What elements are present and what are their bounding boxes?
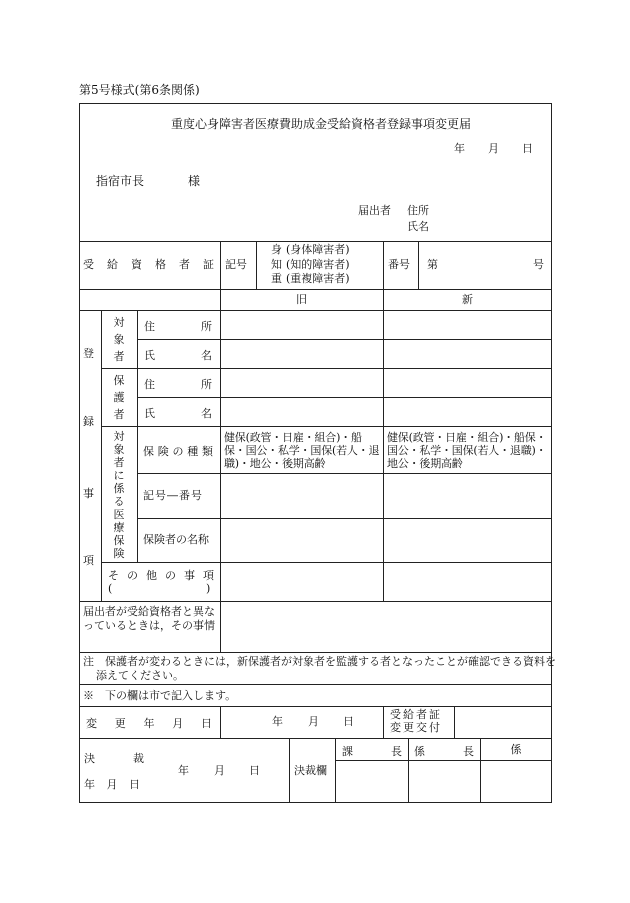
date-year-field[interactable]: 年	[454, 142, 465, 155]
subject-name-new-field[interactable]	[384, 340, 551, 367]
section-label-char: 登	[83, 347, 94, 360]
insurance-type-new-value[interactable]: 健保(政管・日雇・組合)・船保・国公・私学・国保(若人・退職)・地公・後期高齢	[387, 431, 547, 470]
cert-go-label: 号	[533, 258, 544, 271]
notifier-address-field[interactable]: 住所	[407, 204, 429, 217]
guardian-name-new-field[interactable]	[384, 398, 551, 425]
role-section-chief: 課 長	[342, 745, 402, 758]
insurer-name-new-field[interactable]	[384, 519, 551, 561]
cert-category-desc: (重複障害者)	[286, 272, 350, 285]
date-month-field[interactable]: 月	[488, 142, 499, 155]
change-date-day[interactable]: 日	[343, 715, 354, 728]
change-date-month[interactable]: 月	[308, 715, 319, 728]
subject-name-label: 氏 名	[144, 349, 212, 362]
column-new-header: 新	[462, 293, 473, 306]
cert-kigo-label: 記号	[225, 258, 247, 271]
insurance-number-new-field[interactable]	[384, 474, 551, 517]
section-label-char: 項	[83, 554, 94, 567]
guardian-name-old-field[interactable]	[221, 398, 382, 425]
column-old-header: 旧	[296, 293, 307, 306]
addressee-honorific: 様	[188, 174, 201, 188]
decision-day[interactable]: 日	[249, 764, 260, 777]
guardian-address-label: 住 所	[144, 378, 212, 391]
guardian-address-new-field[interactable]	[384, 369, 551, 396]
section-chief-stamp-field[interactable]	[336, 761, 407, 802]
decision-month[interactable]: 月	[214, 764, 225, 777]
other-paren-close: )	[206, 582, 211, 595]
cert-dai-label: 第	[427, 258, 438, 271]
reason-field[interactable]	[221, 602, 551, 651]
other-new-field[interactable]	[384, 563, 551, 600]
insurance-type-old-value[interactable]: 健保(政管・日雇・組合)・船保・国公・私学・国保(若人・退職)・地公・後期高齢	[224, 431, 380, 470]
subject-address-new-field[interactable]	[384, 311, 551, 338]
role-staff: 係	[510, 743, 522, 756]
reason-label: 届出者が受給資格者と異なっているときは，その事情	[83, 605, 215, 632]
cert-reissue-label: 受給者証	[390, 708, 442, 721]
subject-group-label: 対象者	[113, 316, 125, 363]
cert-category-desc: (身体障害者)	[286, 243, 350, 256]
cert-category-mark: 知	[271, 258, 282, 271]
insurance-number-label: 記号―番号	[143, 489, 203, 502]
other-items-label: そ の 他 の 事 項	[108, 569, 214, 582]
cert-reissue-field[interactable]	[455, 707, 551, 737]
subject-address-old-field[interactable]	[221, 311, 382, 338]
subsection-chief-stamp-field[interactable]	[409, 761, 479, 802]
guardian-address-old-field[interactable]	[221, 369, 382, 396]
role-subsection-chief: 係 長	[414, 745, 474, 758]
cert-category-mark: 身	[271, 243, 282, 256]
notifier-label: 届出者	[358, 204, 391, 217]
guardian-name-label: 氏 名	[144, 407, 212, 420]
other-old-field[interactable]	[221, 563, 382, 600]
insurer-name-label: 保険者の名称	[143, 533, 209, 546]
cert-category-mark: 重	[271, 272, 282, 285]
form-title: 重度心身障害者医療費助成金受給資格者登録事項変更届	[171, 117, 472, 131]
mayor-addressee: 指宿市長	[96, 174, 145, 188]
insurance-type-label: 保 険 の 種 類	[143, 445, 213, 458]
decision-date-label: 年 月 日	[84, 778, 140, 791]
other-paren-open: (	[108, 582, 113, 595]
change-date-year[interactable]: 年	[272, 715, 283, 728]
cert-row-label: 受 給 資 格 者 証	[83, 258, 214, 271]
decision-label: 決 裁	[84, 752, 144, 765]
cert-category-desc: (知的障害者)	[286, 258, 350, 271]
section-label-char: 録	[83, 415, 94, 428]
insurance-group-label: 対象者に係る医療保険	[113, 430, 125, 560]
guardian-group-label: 保護者	[113, 374, 125, 421]
form-number: 第5号様式(第6条関係)	[79, 83, 200, 97]
decision-year[interactable]: 年	[178, 764, 189, 777]
decision-column-label: 決裁欄	[294, 764, 327, 777]
date-day-field[interactable]: 日	[522, 142, 533, 155]
insurer-name-old-field[interactable]	[221, 519, 382, 561]
cert-bango-label: 番号	[388, 258, 410, 271]
insurance-number-old-field[interactable]	[221, 474, 382, 517]
change-date-label: 変 更 年 月 日	[86, 717, 212, 730]
subject-address-label: 住 所	[144, 320, 212, 333]
notifier-name-field[interactable]: 氏名	[407, 220, 429, 233]
attachment-note: 注 保護者が変わるときには，新保護者が対象者を監護する者となったことが確認できる資料を添えてください。	[83, 655, 556, 682]
section-label-char: 事	[83, 487, 94, 500]
subject-name-old-field[interactable]	[221, 340, 382, 367]
staff-stamp-field[interactable]	[481, 761, 551, 802]
cert-reissue-label: 変更交付	[390, 721, 442, 734]
office-use-note: ※ 下の欄は市で記入します。	[83, 689, 237, 702]
